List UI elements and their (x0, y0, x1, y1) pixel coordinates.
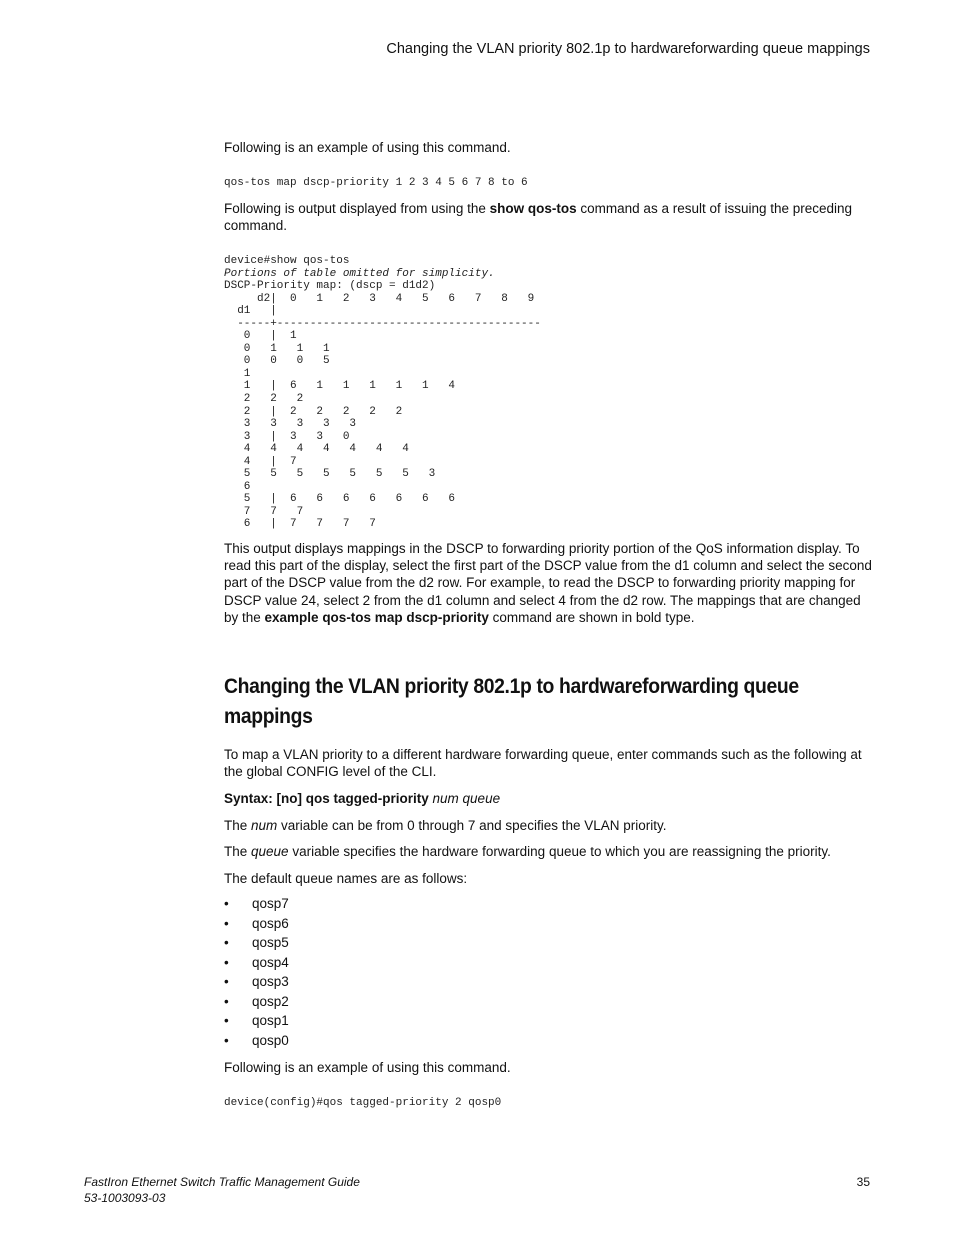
syntax-command: Syntax: [no] qos tagged-priority (224, 791, 429, 806)
list-item (224, 1031, 289, 1051)
queue-desc-text: variable specifies the hardware forwarding queue to which you are reassigning the priority. (288, 844, 831, 859)
footer-doc-info (84, 1175, 360, 1206)
explanation-bold-command: example qos-tos map dscp-priority (264, 609, 489, 625)
list-item (224, 933, 289, 953)
queue-name: qosp7 (252, 896, 289, 911)
bullet-icon: • (224, 954, 229, 970)
list-item (224, 1011, 289, 1031)
syntax-params: num queue (432, 791, 501, 806)
list-item (224, 914, 289, 934)
num-desc-prefix: The (224, 818, 252, 833)
output-intro-text-end: command as a result of issuing the preceding command. (224, 201, 853, 234)
list-item (224, 953, 289, 973)
footer-doc-number: 53-1003093-03 (84, 1190, 166, 1205)
queue-name: qosp2 (252, 993, 289, 1009)
queue-name: qosp4 (252, 954, 289, 970)
list-item (224, 992, 289, 1012)
queue-variable: queue (251, 844, 289, 859)
bullet-icon: • (224, 915, 229, 931)
output-prompt-line: device#show qos-tos (224, 255, 350, 267)
example-command: qos-tos map dscp-priority 1 2 3 4 5 6 7 8 to 6 (224, 177, 528, 189)
footer-doc-title: FastIron Ethernet Switch Traffic Management Guide (84, 1175, 360, 1189)
page-number: 35 (856, 1175, 870, 1189)
queue-description (224, 843, 874, 860)
default-queues-intro: The default queue names are as follows: (224, 871, 468, 886)
example-intro: Following is an example of using this command. (224, 140, 511, 155)
output-intro (224, 200, 874, 234)
output-omitted-note: Portions of table omitted for simplicity. (224, 267, 495, 280)
bullet-icon: • (224, 1032, 229, 1048)
output-intro-text: Following is output displayed from using the (224, 201, 490, 216)
bullet-icon: • (224, 993, 229, 1009)
list-item (224, 972, 289, 992)
queue-name: qosp3 (252, 974, 289, 989)
running-header: Changing the VLAN priority 802.1p to hardwareforwarding queue mappings (386, 41, 870, 57)
explanation-text: This output displays mappings in the DSCP to forwarding priority portion of the QoS information display. To read this part of the display, select the first part of the DSCP value from the d1 column and select the second part of the DSCP value from the d2 row. For example, to read the DSCP to forwarding priority mapping for DSCP value 24, select 2 from the d1 column and select 4 from the d2 row. The mappings that are changed by the (224, 541, 872, 625)
dscp-priority-table: DSCP-Priority map: (dscp = d1d2) d2| 0 1 2 3 4 5 6 7 8 9 d1 | -----+---------------------------------------- 0 | 1 0 1 1 1 0 0 0 5 1 1 | 6 1 1 1 1 1 4 2 2 2 2 | 2 2 2 2 2 3 3 3 3 3 3 | 3 3 0 4 4 4 4 4 4 4 4 | 7 5 5 5 5 5 5 5 3 6 5 | 6 6 6 6 6 6 6 7 7 7 6 | 7 7 7 7 (224, 280, 541, 531)
section-intro: To map a VLAN priority to a different hardware forwarding queue, enter commands such as the following at the global CONFIG level of the CLI. (224, 747, 862, 780)
bullet-icon: • (224, 896, 229, 911)
queue-desc-prefix: The (224, 844, 252, 859)
bullet-icon: • (224, 935, 229, 950)
show-qos-tos-command: show qos-tos (489, 201, 577, 216)
num-description (224, 817, 874, 834)
output-explanation (224, 540, 874, 626)
list-item (224, 894, 289, 914)
section-title: Changing the VLAN priority 802.1p to hardwareforwarding queue mappings (224, 674, 799, 728)
num-desc-text: variable can be from 0 through 7 and specifies the VLAN priority. (277, 818, 667, 833)
bullet-icon: • (224, 1013, 229, 1028)
queue-name: qosp1 (252, 1013, 289, 1028)
queue-name: qosp0 (252, 1032, 289, 1048)
bullet-icon: • (224, 974, 229, 989)
example2-command: device(config)#qos tagged-priority 2 qosp0 (224, 1097, 502, 1109)
queue-name: qosp6 (252, 915, 289, 931)
explanation-text-end: command are shown in bold type. (488, 609, 695, 625)
syntax-line (224, 790, 874, 807)
num-variable: num (251, 818, 278, 833)
example2-intro: Following is an example of using this command. (224, 1060, 511, 1075)
qos-tos-output (224, 255, 541, 531)
queue-name: qosp5 (252, 935, 289, 950)
queue-list (224, 894, 289, 1050)
